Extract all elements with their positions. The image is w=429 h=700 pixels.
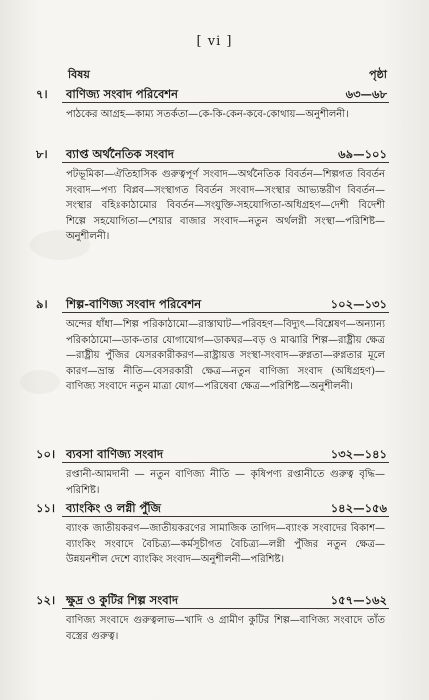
chapter-rule	[62, 462, 389, 463]
chapter-title: শিল্প-বাণিজ্য সংবাদ পরিবেশন	[66, 297, 202, 311]
chapter-contents: ব্যাংক জাতীয়করণ—জাতীয়করণের সামাজিক তাগিদ—ব্যাংক সংবাদের বিকাশ—ব্যাংকিং সংবাদে বৈচিত্র্য—কর্মসূচীগত বৈচিত্র্য—লগ্নী পুঁজির নতুন ক্ষেত্র—উন্নয়নশীল দেশে ব্যাংকিং সংবাদ—অনুশীলনী—পরিশিষ্ট।	[66, 523, 385, 566]
column-header-page: পৃষ্ঠা	[369, 68, 387, 81]
chapter-title: ব্যাপ্ত অর্থনৈতিক সংবাদ	[66, 147, 174, 161]
chapter-pages: ১৪২—১৫৬	[330, 501, 387, 515]
chapter-rule	[62, 516, 389, 517]
chapter-contents: পাঠকের আগ্রহ—কাম্য সতর্কতা—কে-কি-কেন-কবে-কোথায়—অনুশীলনী।	[66, 109, 349, 120]
chapter-number: ১০।	[36, 447, 56, 461]
chapter-contents: বাণিজ্য সংবাদে গুরুত্বলাভ—খাদি ও গ্রামীণ কুটির শিল্প—বাণিজ্য সংবাদে তাঁত বস্ত্রের গুরুত্ব।	[66, 615, 385, 642]
chapter-pages: ১০২—১৩১	[330, 297, 387, 311]
chapter-title: ব্যাংকিং ও লগ্নী পুঁজি	[66, 501, 161, 515]
column-header-subject: বিষয়	[68, 68, 90, 81]
chapter-pages: ৬৩—৬৮	[345, 87, 387, 101]
page-number: [ vi ]	[196, 34, 233, 49]
chapter-contents: পটভূমিকা—ঐতিহাসিক গুরুত্বপূর্ণ সংবাদ—অর্থনৈতিক বিবর্তন—শিল্পগত বিবর্তন সংবাদ—পণ্য বিপ্লব—সংস্থাগত বিবর্তন সংবাদ—সংস্থার আভ্যন্তরীণ বিবর্তন—সংস্থার বহিঃকাঠামোর বিবর্তন—সংযুক্তি-সহযোগিতা-অধিগ্রহণ—দেশী বিদেশী শিল্পে সহযোগিতা—শেয়ার বাজার সংবাদ—নতুন অর্থলগ্নী সংস্থা—পরিশিষ্ট—অনুশীলনী।	[66, 169, 385, 243]
chapter-contents: রপ্তানী-আমদানী — নতুন বাণিজ্য নীতি — কৃষিপণ্য রপ্তানীতে গুরুত্ব বৃদ্ধি—পরিশিষ্ট।	[66, 469, 385, 496]
paper-stain	[20, 370, 60, 394]
chapter-pages: ১৫৭—১৬২	[330, 593, 387, 607]
chapter-number: ১২।	[36, 593, 56, 607]
chapter-rule	[62, 312, 389, 313]
chapter-title: ব্যবসা বাণিজ্য সংবাদ	[66, 447, 164, 461]
chapter-number: ১১।	[36, 501, 56, 515]
chapter-number: ৯।	[36, 297, 48, 311]
chapter-rule	[62, 102, 389, 103]
chapter-title: বাণিজ্য সংবাদ পরিবেশন	[66, 87, 179, 101]
chapter-title: ক্ষুদ্র ও কুটির শিল্প সংবাদ	[66, 593, 178, 607]
chapter-number: ৭।	[36, 87, 48, 101]
chapter-number: ৮।	[36, 147, 48, 161]
chapter-contents: অন্দের ধাঁধা—শিল্প পরিকাঠামো—রাস্তাঘাট—পরিবহণ—বিদ্যুৎ—বিশ্লেষণ—অন্যান্য পরিকাঠামো—ডাক-তার যোগাযোগ—ডাকঘর—বড় ও মাঝারি শিল্প—রাষ্ট্রীয় ক্ষেত্র—রাষ্ট্রীয় পুঁজির যেসরকারীকরণ—রাষ্ট্রায়ত্ত সংস্থা-সংবাদ—রুগ্নতা—রুগ্নতার মূলে কারণ—ভ্রান্ত নীতি—বেসরকারী ক্ষেত্র—নতুন বাণিজ্য সংবাদ (অধিগ্রহণ)—বাণিজ্য সংবাদে নতুন মাত্রা যোগ—পরিষেবা ক্ষেত্র—পরিশিষ্ট—অনুশীলনী।	[66, 319, 385, 393]
chapter-rule	[62, 608, 389, 609]
chapter-rule	[62, 162, 389, 163]
chapter-pages: ১৩২—১৪১	[330, 447, 387, 461]
chapter-pages: ৬৯—১০১	[338, 147, 387, 161]
